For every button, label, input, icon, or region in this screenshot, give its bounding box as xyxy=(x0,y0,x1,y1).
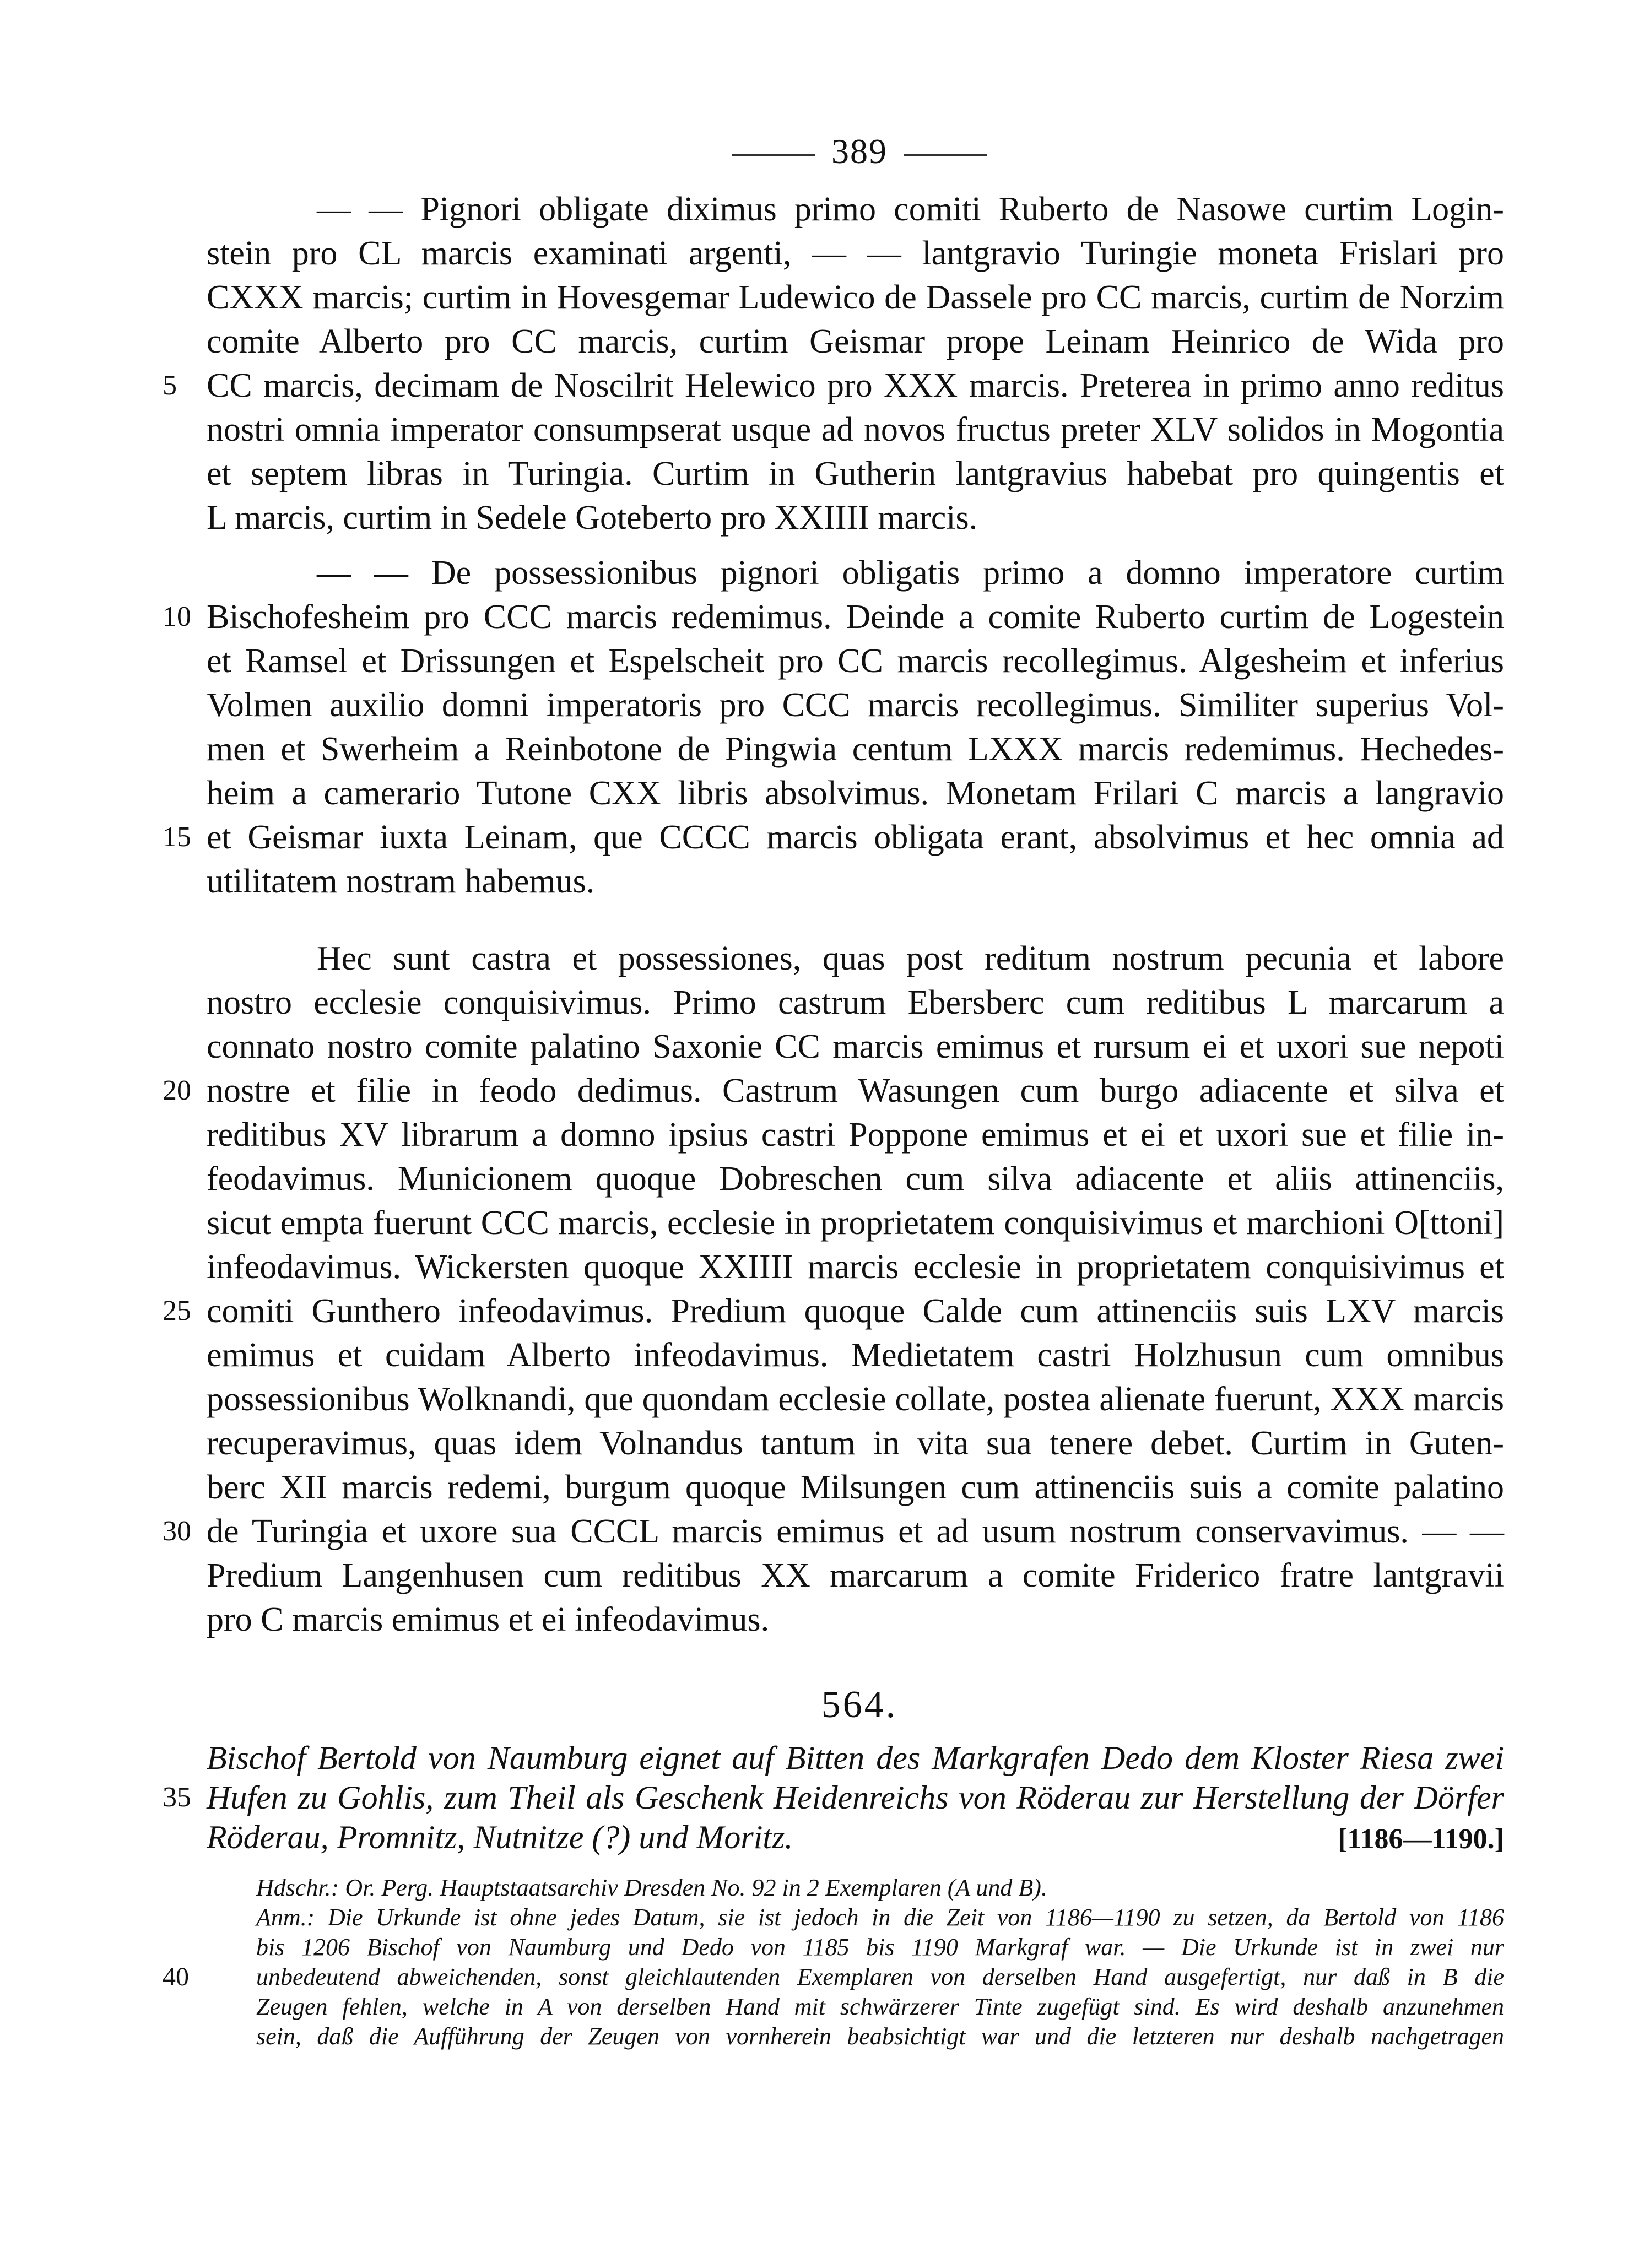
text-line: emimus et cuidam Alberto infeodavimus. Medietatem castri Holzhusun cum omnibus xyxy=(207,1336,1504,1374)
line-number: 25 xyxy=(163,1295,191,1327)
text-line: sicut empta fuerunt CCC marcis, ecclesie in proprietatem conquisivimus et marchioni O[ttoni] xyxy=(207,1204,1504,1242)
editorial-notes xyxy=(163,1873,1504,2052)
text-line: nostri omnia imperator consumpserat usque ad novos fructus preter XLV solidos in Mogontia xyxy=(207,411,1504,448)
page-number: 389 xyxy=(831,132,888,171)
header-rule-right xyxy=(904,154,987,156)
text-line: recuperavimus, quas idem Volnandus tantum in vita sua tenere debet. Curtim in Guten- xyxy=(207,1425,1504,1462)
annotation-line: Anm.: Die Urkunde ist ohne jedes Datum, sie ist jedoch in die Zeit von 1186—1190 zu setzen, da Bertold von 1186 xyxy=(256,1904,1504,1931)
text-line-10 xyxy=(163,595,1504,639)
text-line: Hec sunt castra et possessiones, quas post reditum nostrum pecunia et labore xyxy=(317,940,1504,977)
text-line: comite Alberto pro CC marcis, curtim Geismar prope Leinam Heinrico de Wida pro xyxy=(207,323,1504,360)
text-line: feodavimus. Municionem quoque Dobreschen cum silva adiacente et aliis attinenciis, xyxy=(207,1160,1504,1198)
line-number: 35 xyxy=(163,1782,191,1813)
text-line: CC marcis, decimam de Noscilrit Helewico pro XXX marcis. Preterea in primo anno reditus xyxy=(207,367,1504,404)
text-line-5 xyxy=(163,364,1504,408)
text-line: utilitatem nostram habemus. xyxy=(207,863,595,900)
annotation-line-40 xyxy=(163,1962,1504,1992)
line-number: 40 xyxy=(163,1962,189,1991)
regest-line: Hufen zu Gohlis, zum Theil als Geschenk Heidenreichs von Röderau zur Herstellung der Dörfer xyxy=(207,1779,1504,1816)
text-line: infeodavimus. Wickersten quoque XXIIII marcis ecclesie in proprietatem conquisivimus et xyxy=(207,1248,1504,1286)
text-line: Predium Langenhusen cum reditibus XX marcarum a comite Friderico fratre lantgravii xyxy=(207,1557,1504,1594)
page-header xyxy=(694,131,1025,172)
text-line: et Geismar iuxta Leinam, que CCCC marcis obligata erant, absolvimus et hec omnia ad xyxy=(207,819,1504,856)
text-line: CXXX marcis; curtim in Hovesgemar Ludewico de Dassele pro CC marcis, curtim de Norzim xyxy=(207,279,1504,316)
line-number: 10 xyxy=(163,601,191,632)
paragraph-3 xyxy=(163,937,1504,1642)
manuscript-note: Hdschr.: Or. Perg. Hauptstaatsarchiv Dresden No. 92 in 2 Exemplaren (A und B). xyxy=(256,1874,1047,1901)
regest-line: Bischof Bertold von Naumburg eignet auf Bitten des Markgrafen Dedo dem Kloster Riesa zwei xyxy=(207,1740,1504,1776)
text-line: men et Swerheim a Reinbotone de Pingwia centum LXXX marcis redemimus. Hechedes- xyxy=(207,730,1504,768)
text-line: Volmen auxilio domni imperatoris pro CCC marcis recollegimus. Similiter superius Vol- xyxy=(207,686,1504,724)
text-line: reditibus XV librarum a domno ipsius castri Poppone emimus et ei et uxori sue et filie in- xyxy=(207,1116,1504,1154)
text-line-30 xyxy=(163,1509,1504,1554)
annotation-line: Zeugen fehlen, welche in A von derselben Hand mit schwärzerer Tinte zugefügt sind. Es wird deshalb anzunehmen xyxy=(256,1993,1504,2020)
regest-line-with-date xyxy=(207,1817,1504,1857)
text-line-15 xyxy=(163,815,1504,859)
annotation-line: bis 1206 Bischof von Naumburg und Dedo von 1185 bis 1190 Markgraf war. — Die Urkunde ist in zwei nur xyxy=(256,1934,1504,1961)
paragraph-2 xyxy=(163,551,1504,903)
regest-date: [1186—1190.] xyxy=(1338,1823,1504,1855)
text-line: comiti Gunthero infeodavimus. Predium quoque Calde cum attinenciis suis LXV marcis xyxy=(207,1292,1504,1330)
text-line-20 xyxy=(163,1069,1504,1113)
text-line: nostro ecclesie conquisivimus. Primo castrum Ebersberc cum reditibus L marcarum a xyxy=(207,984,1504,1021)
text-line: heim a camerario Tutone CXX libris absolvimus. Monetam Frilari C marcis a langravio xyxy=(207,775,1504,812)
line-number: 30 xyxy=(163,1515,191,1547)
text-line: berc XII marcis redemi, burgum quoque Milsungen cum attinenciis suis a comite palatino xyxy=(207,1469,1504,1506)
text-line: de Turingia et uxore sua CCCL marcis emimus et ad usum nostrum conservavimus. — — xyxy=(207,1513,1504,1550)
line-number: 20 xyxy=(163,1075,191,1106)
text-line: — — De possessionibus pignori obligatis primo a domno imperatore curtim xyxy=(317,554,1504,592)
text-line: et septem libras in Turingia. Curtim in Gutherin lantgravius habebat pro quingentis et xyxy=(207,455,1504,492)
text-line: possessionibus Wolknandi, que quondam ecclesie collate, postea alienate fuerunt, XXX marcis xyxy=(207,1381,1504,1418)
text-line: pro C marcis emimus et ei infeodavimus. xyxy=(207,1601,770,1638)
paragraph-1 xyxy=(163,187,1504,540)
document-number: 564. xyxy=(821,1684,898,1726)
text-line: stein pro CL marcis examinati argenti, — — lantgravio Turingie moneta Frislari pro xyxy=(207,235,1504,272)
line-number: 5 xyxy=(163,370,177,401)
text-line-25 xyxy=(163,1289,1504,1333)
text-line: L marcis, curtim in Sedele Goteberto pro XXIIII marcis. xyxy=(207,499,978,537)
text-line: nostre et filie in feodo dedimus. Castrum Wasungen cum burgo adiacente et silva et xyxy=(207,1072,1504,1109)
text-line: Bischofesheim pro CCC marcis redemimus. Deinde a comite Ruberto curtim de Logestein xyxy=(207,598,1504,636)
text-line: connato nostro comite palatino Saxonie CC marcis emimus et rursum ei et uxori sue nepoti xyxy=(207,1028,1504,1065)
header-rule-left xyxy=(732,154,815,156)
regest xyxy=(163,1738,1504,1857)
text-line: et Ramsel et Drissungen et Espelscheit pro CC marcis recollegimus. Algesheim et inferius xyxy=(207,642,1504,680)
annotation-line: unbedeutend abweichenden, sonst gleichlautenden Exemplaren von derselben Hand ausgefertigt, nur daß in B die xyxy=(256,1963,1504,1990)
regest-line: Röderau, Promnitz, Nutnitze (?) und Moritz. xyxy=(207,1819,793,1855)
annotation-line: sein, daß die Aufführung der Zeugen von vornherein beabsichtigt war und die letzteren nur deshalb nachgetragen xyxy=(256,2023,1504,2050)
regest-line-35 xyxy=(163,1778,1504,1817)
text-line: — — Pignori obligate diximus primo comiti Ruberto de Nasowe curtim Login- xyxy=(317,191,1504,228)
line-number: 15 xyxy=(163,821,191,853)
